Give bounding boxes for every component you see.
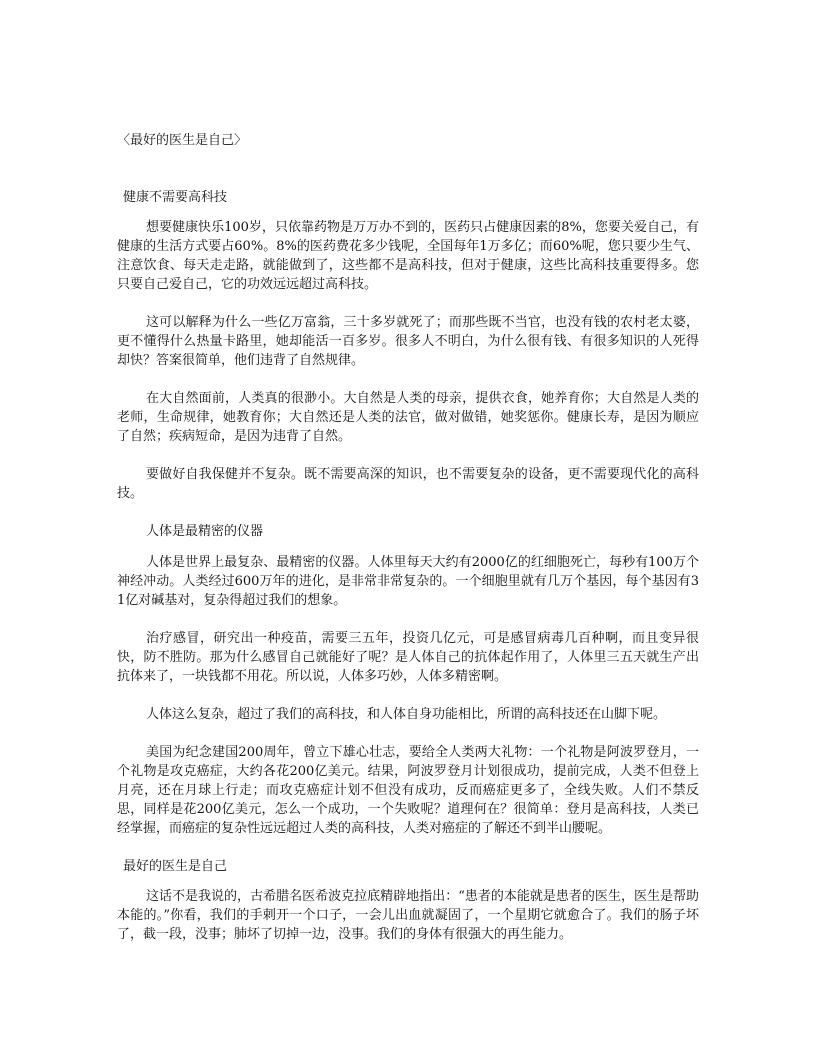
paragraph: 人体是世界上最复杂、最精密的仪器。人体里每天大约有2000亿的红细胞死亡，每秒有100万个神经冲动。人类经过600万年的进化，是非常非常复杂的。一个细胞里就有几万个基因，每个基因有31亿对碱基对，复杂得超过我们的想象。	[117, 555, 699, 608]
section-best-doctor-is-self	[117, 857, 699, 944]
document-body	[117, 131, 699, 944]
section-heading: 最好的医生是自己	[123, 859, 228, 874]
document-title: 〈最好的医生是自己〉	[117, 133, 248, 148]
section-heading: 健康不需要高科技	[123, 190, 228, 205]
section-health-no-hightech	[117, 188, 699, 503]
paragraph: 在大自然面前，人类真的很渺小。大自然是人类的母亲，提供衣食，她养育你；大自然是人类的老师，生命规律，她教育你；大自然还是人类的法官，做对做错，她奖惩你。健康长寿，是因为顺应了自然；疾病短命，是因为违背了自然。	[117, 391, 699, 444]
paragraph: 想要健康快乐100岁，只依靠药物是万万办不到的，医药只占健康因素的8%，您要关爱自己，有健康的生活方式要占60%。8%的医药费花多少钱呢，全国每年1万多亿；而60%呢，您只要少生气、注意饮食、每天走走路，就能做到了，这些都不是高科技，但对于健康，这些比高科技重要得多。您只要自己爱自己，它的功效远远超过高科技。	[117, 220, 699, 292]
paragraph: 人体这么复杂，超过了我们的高科技，和人体自身功能相比，所谓的高科技还在山脚下呢。	[146, 707, 667, 722]
paragraph: 要做好自我保健并不复杂。既不需要高深的知识，也不需要复杂的设备，更不需要现代化的高科技。	[117, 467, 699, 501]
paragraph: 治疗感冒，研究出一种疫苗，需要三五年，投资几亿元，可是感冒病毒几百种啊，而且变异很快，防不胜防。那为什么感冒自己就能好了呢？是人体自己的抗体起作用了，人体里三五天就生产出抗体来了，一块钱都不用花。所以说，人体多巧妙，人体多精密啊。	[117, 631, 699, 684]
section-body-precise-instrument	[117, 522, 699, 838]
section-heading: 人体是最精密的仪器	[146, 524, 264, 539]
paragraph: 这可以解释为什么一些亿万富翁，三十多岁就死了；而那些既不当官，也没有钱的农村老太婆，更不懂得什么热量卡路里，她却能活一百多岁。很多人不明白，为什么很有钱、有很多知识的人死得却快？答案很简单，他们违背了自然规律。	[117, 315, 699, 368]
paragraph: 美国为纪念建国200周年，曾立下雄心壮志，要给全人类两大礼物：一个礼物是阿波罗登月，一个礼物是攻克癌症，大约各花200亿美元。结果，阿波罗登月计划很成功，提前完成，人类不但登上月亮，还在月球上行走；而攻克癌症计划不但没有成功，反而癌症更多了，全线失败。人们不禁反思，同样是花200亿美元，怎么一个成功，一个失败呢？道理何在？很简单：登月是高科技，人类已经掌握，而癌症的复杂性远远超过人类的高科技，人类对癌症的了解还不到半山腰呢。	[117, 745, 699, 836]
paragraph: 这话不是我说的，古希腊名医希波克拉底精辟地指出：“患者的本能就是患者的医生，医生是帮助本能的。”你看，我们的手剌开一个口子，一会儿出血就凝固了，一个星期它就愈合了。我们的肠子坏了，截一段，没事；肺坏了切掉一边，没事。我们的身体有很强大的再生能力。	[117, 889, 699, 942]
